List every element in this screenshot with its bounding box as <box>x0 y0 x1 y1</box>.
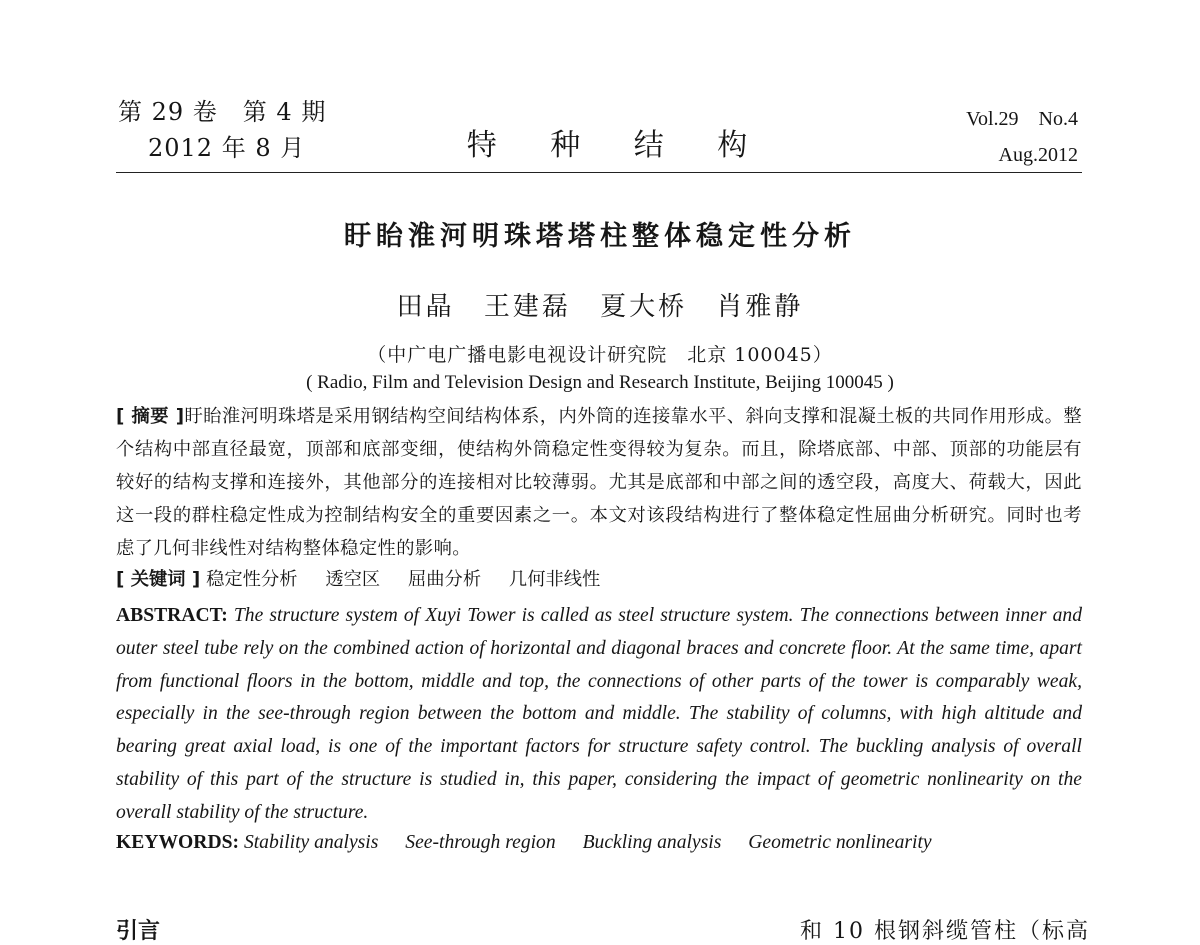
author-name: 肖雅静 <box>716 292 804 322</box>
keywords-en <box>116 828 954 858</box>
article-title: 盱眙淮河明珠塔塔柱整体稳定性分析 <box>344 221 856 252</box>
publication-date-en: Aug.2012 <box>998 144 1078 166</box>
keywords-cn <box>116 566 622 594</box>
keyword-cn: 稳定性分析 <box>206 569 298 590</box>
author-list <box>0 286 1200 323</box>
publication-date-cn: 2012 年 8 月 <box>148 134 306 162</box>
section-heading-introduction: 引言 <box>116 919 161 944</box>
header-right <box>966 108 1078 166</box>
author-name: 田晶 <box>396 292 455 322</box>
keyword-en: Stability analysis <box>243 832 379 853</box>
abstract-cn-label: [ 摘要 ] <box>116 406 185 427</box>
affiliation-cn: （中广电广播电影电视设计研究院 北京 100045） <box>367 344 833 366</box>
keyword-cn: 几何非线性 <box>508 569 601 590</box>
journal-name: 特 种 结 构 <box>466 128 770 163</box>
header-divider <box>116 172 1082 173</box>
abstract-cn <box>116 400 1082 565</box>
keyword-cn: 透空区 <box>325 569 381 590</box>
volume-issue: 第 29 卷 第 4 期 <box>118 98 327 126</box>
author-name: 夏大桥 <box>600 292 688 322</box>
keywords-en-label: KEYWORDS: <box>116 832 240 853</box>
abstract-en-label: ABSTRACT: <box>116 605 228 626</box>
keyword-en: Geometric nonlinearity <box>748 832 932 853</box>
keyword-cn: 屈曲分析 <box>407 569 482 590</box>
keyword-en: See-through region <box>405 832 556 853</box>
keyword-en: Buckling analysis <box>582 832 722 853</box>
affiliation-en: ( Radio, Film and Television Design and Research Institute, Beijing 100045 ) <box>306 372 894 393</box>
keywords-cn-label: [ 关键词 ] <box>116 569 201 590</box>
volume-number-en: Vol.29 No.4 <box>966 108 1078 130</box>
author-name: 王建磊 <box>483 292 571 322</box>
abstract-cn-text: 盱眙淮河明珠塔是采用钢结构空间结构体系，内外筒的连接靠水平、斜向支撑和混凝土板的共同作用形成。整个结构中部直径最宽，顶部和底部变细，使结构外筒稳定性变得较为复杂。而且，除塔底部、中部、顶部的功能层有较好的结构支撑和连接外，其他部分的连接相对比较薄弱。尤其是底部和中部之间的透空段，高度大、荷载大，因此这一段的群柱稳定性成为控制结构安全的重要因素之一。本文对该段结构进行了整体稳定性屈曲分析研究。同时也考虑了几何非线性对结构整体稳定性的影响。 <box>116 406 1083 559</box>
abstract-en-text: The structure system of Xuyi Tower is called as steel structure system. The connections between inner and outer steel tube rely on the combined action of horizontal and diagonal braces and concrete floor. At the same time, apart from functional floors in the bottom, middle and top, the connections of other parts of the tower is comparably weak, especially in the see-through region between the bottom and middle. The stability of columns, with high altitude and bearing great axial load, is one of the important factors for structure safety control. The buckling analysis of overall stability of this part of the structure is studied in, this paper, considering the impact of geometric nonlinearity on the overall stability of the structure. <box>116 605 1082 823</box>
body-text-fragment: 和 10 根钢斜缆管柱（标高 <box>800 919 1090 944</box>
abstract-en <box>116 600 1082 830</box>
